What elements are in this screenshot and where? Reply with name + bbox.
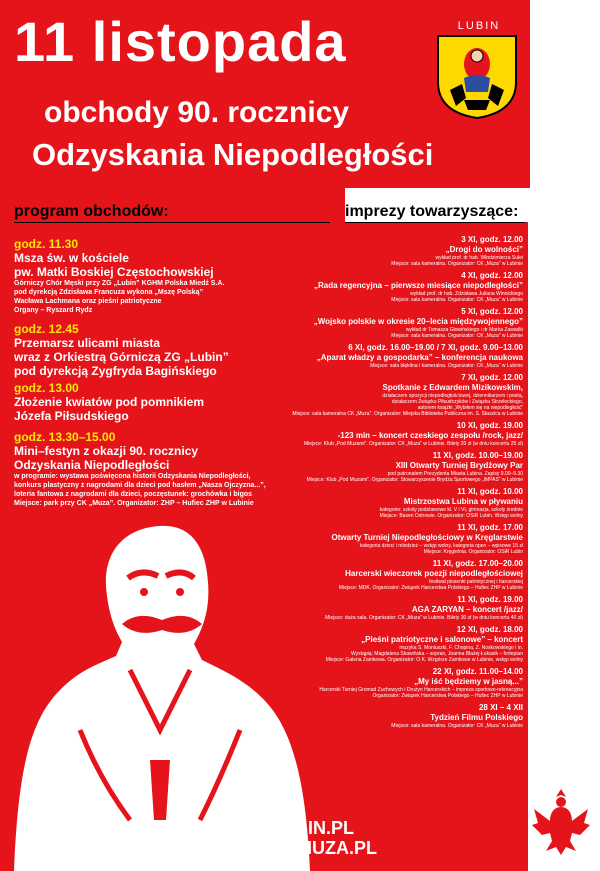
event-item [200, 487, 523, 519]
event-date: 11 XI, godz. 10.00–19.00 [432, 451, 523, 460]
event-date: 12 XI, godz. 18.00 [456, 625, 523, 634]
event-info: Miejsce: Klub „Pod Muzami”. Organizator: Stowarzyszenie Brydża Sportowego „IMPAS” w Lubinie [306, 477, 523, 483]
program-time: godz. 13.00 [14, 381, 79, 395]
event-title: „Rada regencyjna – pierwsze miesiące niepodległości” [314, 281, 523, 290]
event-title: „Drogi do wolności” [445, 245, 523, 254]
program-what: Józefa Piłsudskiego [14, 409, 129, 423]
event-info: Miejsce: sala kameralna CK „Muza”. Organizator: Miejska Biblioteka Publiczna im. S. Staszica w Lubinie [292, 411, 523, 417]
event-info: kategorie: szkoły podstawowe kl. V i VI, gimnazja, szkoły średnie [379, 507, 523, 513]
program-detail: Miejsce: park przy CK „Muza”. Organizator: ZHP – Hufiec ZHP w Lubinie [14, 500, 254, 507]
event-date: 5 XI, godz. 12.00 [461, 307, 523, 316]
event-item [200, 451, 523, 483]
event-item [200, 523, 523, 555]
program-what: Msza św. w kościele [14, 251, 129, 265]
event-info: Miejsce: Basen Ostrowie. Organizator: OSiR Lubin. Wstęp wolny [379, 513, 523, 519]
event-info: wykład prof. dr hab. Zdzisława Juliana Winnickiego [410, 291, 523, 297]
program-time: godz. 11.30 [14, 237, 79, 251]
event-date: 3 XI, godz. 12.00 [461, 235, 523, 244]
program-heading: program obchodów: [14, 203, 169, 220]
event-title: XIII Otwarty Turniej Brydżowy Par [395, 461, 523, 470]
event-title: AGA ZARYAN – koncert /jazz/ [411, 605, 523, 614]
event-info: kategoria dzieci i młodzież – wstęp wolny, kategoria open – wpisowe 15 zł [359, 543, 523, 549]
event-info: festiwal piosenki patriotycznej i harcerskiej [429, 579, 523, 585]
event-item [200, 595, 523, 621]
event-date: 7 XI, godz. 12.00 [461, 373, 523, 382]
subtitle-anniversary: obchody 90. rocznicy [44, 96, 350, 129]
event-item [200, 307, 523, 339]
event-info: Miejsce: sala kameralna. Organizator: CK „Muza” w Lubinie [391, 297, 523, 303]
event-title: Otwarty Turniej Niepodległościowy w Kręglarstwie [331, 533, 523, 542]
event-date: 11 XI, godz. 17.00 [457, 523, 523, 532]
program-time: godz. 13.30–15.00 [14, 430, 116, 444]
program-what: Przemarsz ulicami miasta [14, 336, 161, 350]
event-item [200, 343, 523, 369]
event-item [200, 625, 523, 663]
program-what: wraz z Orkiestrą Górniczą ZG „Lubin” [14, 350, 229, 364]
event-title: „My iść będziemy w jasną...” [414, 677, 523, 686]
ckmuza-website-link[interactable]: WWW.CKMUZA.PL [216, 838, 377, 858]
event-info: autorem książki „Wybiłem się na niepodległość” [417, 405, 523, 411]
event-info: Organizator: Związek Harcerstwa Polskiego – Hufiec ZHP w Lubinie [372, 693, 523, 699]
events-list [200, 235, 523, 733]
program-detail: Górniczy Chór Męski przy ZG „Lubin” KGHM Polska Miedź S.A. [14, 280, 225, 287]
event-info: Miejsce: Galeria Zamkowa. Organizator: O.K. Wzgórze Zamkowe w Lubinie, wstęp wolny [325, 657, 523, 663]
event-info: działaczem opozycji niepodległościowej, dziennikarzem i poetą, [382, 393, 523, 399]
event-item [200, 667, 523, 699]
event-date: 10 XI, godz. 19.00 [456, 421, 523, 430]
program-detail: w programie: wystawa poświęcona historii Odzyskania Niepodległości, [14, 473, 251, 480]
subtitle-independence: Odzyskania Niepodległości [32, 137, 434, 172]
event-title: Mistrzostwa Lubina w pływaniu [403, 497, 523, 506]
event-title: Spotkanie z Edwardem Mizikowskim, [382, 383, 523, 392]
event-date: 11 XI, godz. 17.00–20.00 [432, 559, 523, 568]
event-title: Harcerski wieczorek poezji niepodległościowej [345, 569, 523, 578]
event-info: Miejsce: Klub „Pod Muzami”. Organizator: CK „Muza” w Lubinie. Bilety 20 zł (w dniu koncertu 25 zł) [304, 441, 523, 447]
event-info: wykład dr Tomasza Głowińskiego i dr Marka Zawadki [405, 327, 523, 333]
lubin-coat-of-arms-icon [436, 34, 518, 120]
event-info: Miejsce: Kręgielnia. Organizator: OSiR Lubin [423, 549, 523, 555]
program-time: godz. 12.45 [14, 322, 79, 336]
lubin-website-link[interactable]: WWW.LUBIN.PL [216, 818, 354, 838]
event-info: Miejsce: MDK. Organizator: Związek Harcerstwa Polskiego – Hufiec ZHP w Lubinie [338, 585, 523, 591]
event-info: Wystąpią: Magdalena Skawińska – sopran, Joanna Błażej-Łukasik – fortepian [351, 651, 523, 657]
event-item [200, 271, 523, 303]
program-detail: Organy – Ryszard Rydz [14, 307, 93, 314]
program-what: Odzyskania Niepodległości [14, 458, 170, 472]
event-item [200, 421, 523, 447]
event-date: 22 XI, godz. 11.00–14.00 [432, 667, 523, 676]
program-detail: loteria fantowa z nagrodami dla dzieci, poczęstunek: grochówka i bigos [14, 491, 253, 498]
program-what: Złożenie kwiatów pod pomnikiem [14, 395, 205, 409]
event-title: -123 min – koncert czeskiego zespołu /rock, jazz/ [337, 431, 523, 440]
program-detail: pod dyrekcją Zdzisława Francuza wykona „Mszę Polską” [14, 289, 204, 296]
event-date: 4 XI, godz. 12.00 [461, 271, 523, 280]
event-date: 6 XI, godz. 16.00–19.00 / 7 XI, godz. 9.00–13.00 [348, 343, 523, 352]
event-info: pod patronatem Prezydenta Miasta Lubina. Zapisy 9.00–9.30 [387, 471, 523, 477]
event-info: działaczem Związku Piłsudczyków i Związku Strzeleckiego, [391, 399, 523, 405]
event-item [200, 373, 523, 417]
event-title: „Aparat władzy a gospodarka” – konferencja naukowa [316, 353, 523, 362]
event-info: Harcerski Turniej Gromad Zuchowych i Drużyn Harcerskich – impreza sportowo-rekreacyjna [319, 687, 523, 693]
event-info: Miejsce: sala kameralna. Organizator: CK „Muza” w Lubinie [391, 261, 523, 267]
event-title: „Wojsko polskie w okresie 20–lecia międzywojennego” [313, 317, 523, 326]
event-info: Miejsce: sala błękitna i kameralna. Organizator: CK „Muza” w Lubinie [370, 363, 523, 369]
event-title: „Pieśni patriotyczne i salonowe” – koncert [361, 635, 523, 644]
events-heading: imprezy towarzyszące: [345, 203, 519, 220]
event-item [200, 235, 523, 267]
program-detail: konkurs plastyczny z nagrodami dla dzieci pod hasłem „Nasza Ojczyzna...”, [14, 482, 266, 489]
polish-eagle-icon [530, 785, 592, 859]
event-info: muzyka S. Moniuszki, F. Chopina, Z. Noskowskiego i in. [399, 645, 523, 651]
program-heading-underline [14, 222, 330, 223]
program-what: pod dyrekcją Zygfryda Bagińskiego [14, 364, 217, 378]
event-date: 11 XI, godz. 10.00 [457, 487, 523, 496]
event-info: Miejsce: sala kameralna. Organizator: CK „Muza” w Lubinie [391, 723, 523, 729]
city-label: LUBIN [457, 20, 501, 32]
event-info: Miejsce: sala kameralna. Organizator: CK „Muza” w Lubinie [391, 333, 523, 339]
event-date: 28 XI – 4 XII [478, 703, 523, 712]
footer-urls [216, 818, 377, 858]
program-detail: Wacława Lachmana oraz pieśni patriotyczne [14, 298, 162, 305]
event-date: 11 XI, godz. 19.00 [457, 595, 523, 604]
events-heading-underline [345, 222, 525, 223]
event-info: Miejsce: duża sala. Organizator: CK „Muza” w Lubinie. Bilety 30 zł (w dniu koncertu 40 zł) [325, 615, 523, 621]
event-item [200, 559, 523, 591]
event-title: Tydzień Filmu Polskiego [430, 713, 523, 722]
program-what: pw. Matki Boskiej Częstochowskiej [14, 265, 214, 279]
event-info: wykład prof. dr hab. Włodzimierza Sulei [435, 255, 523, 261]
event-item [200, 703, 523, 729]
main-title: 11 listopada [14, 10, 347, 73]
program-what: Mini–festyn z okazji 90. rocznicy [14, 444, 199, 458]
